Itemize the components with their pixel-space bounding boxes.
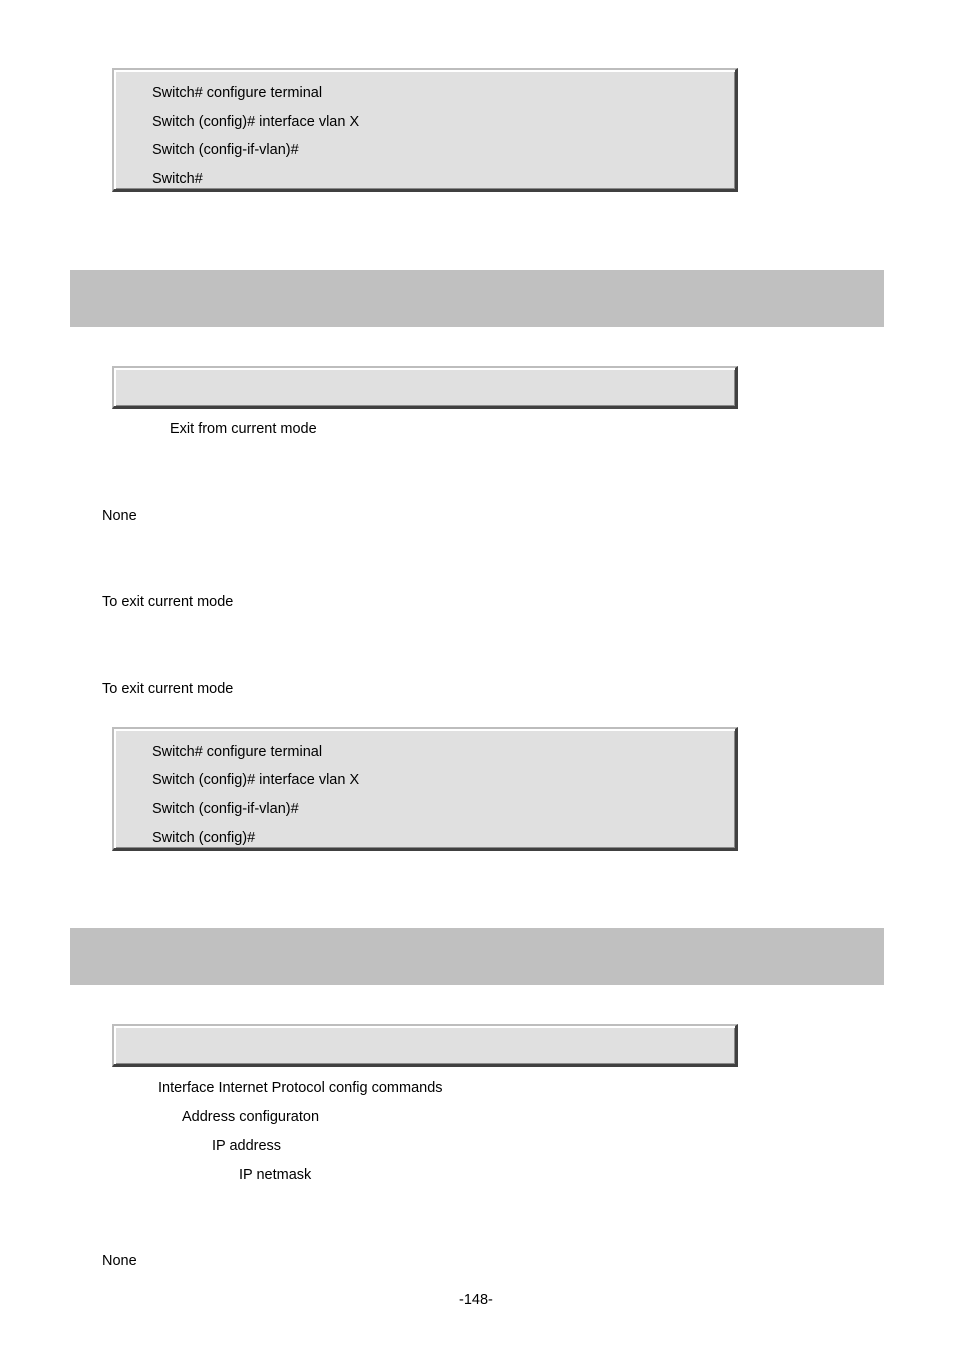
section-header-band-ip bbox=[70, 928, 884, 985]
parameter-description: Exit from current mode bbox=[170, 421, 317, 437]
example-code-box-2 bbox=[112, 727, 738, 851]
code-line: Switch# configure terminal bbox=[152, 85, 323, 101]
code-line: Switch (config)# bbox=[152, 830, 256, 846]
example-code-box-1 bbox=[112, 68, 738, 192]
code-line: Switch# bbox=[152, 171, 203, 187]
parameter-line: IP address bbox=[212, 1138, 282, 1154]
default-value: None bbox=[102, 508, 137, 524]
code-line: Switch# configure terminal bbox=[152, 744, 323, 760]
usage-guide-text: To exit current mode bbox=[102, 681, 234, 697]
syntax-box-exit bbox=[112, 366, 738, 409]
syntax-box-ip bbox=[112, 1024, 738, 1067]
section-header-band-exit bbox=[70, 270, 884, 327]
code-line: Switch (config-if-vlan)# bbox=[152, 801, 299, 817]
parameter-line: Interface Internet Protocol config commands bbox=[158, 1080, 443, 1096]
parameter-line: IP netmask bbox=[239, 1167, 312, 1183]
command-mode-text: To exit current mode bbox=[102, 594, 234, 610]
page-number: -148- bbox=[459, 1292, 493, 1308]
default-value: None bbox=[102, 1253, 137, 1269]
code-line: Switch (config)# interface vlan X bbox=[152, 772, 360, 788]
parameter-line: Address configuraton bbox=[182, 1109, 320, 1125]
code-line: Switch (config)# interface vlan X bbox=[152, 114, 360, 130]
code-line: Switch (config-if-vlan)# bbox=[152, 142, 299, 158]
